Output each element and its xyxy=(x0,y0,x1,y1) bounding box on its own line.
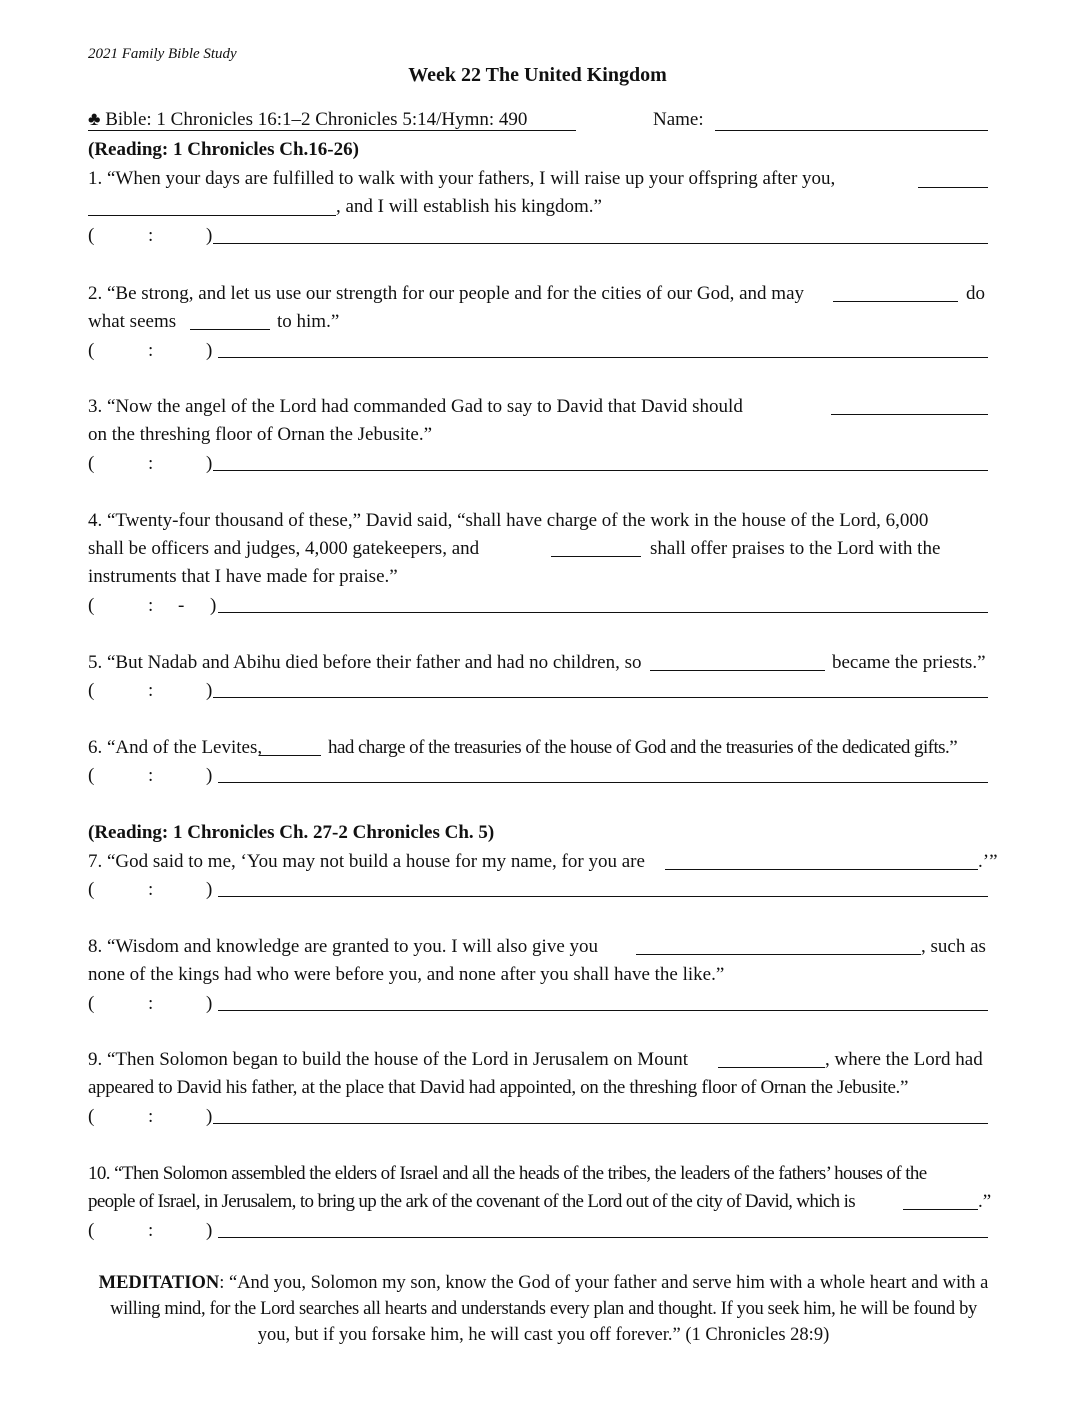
q2-line1-end: do xyxy=(966,283,985,304)
page-title: Week 22 The United Kingdom xyxy=(408,64,667,86)
bible-reference: ♣ Bible: 1 Chronicles 16:1–2 Chronicles 5:14/Hymn: 490 xyxy=(88,109,528,130)
q7-line1-end: .’” xyxy=(978,851,998,872)
q8-line1-start: 8. “Wisdom and knowledge are granted to you. I will also give you xyxy=(88,936,599,957)
q2-reference-field[interactable] xyxy=(218,357,988,358)
q9-reference xyxy=(88,1105,218,1129)
ref-close: ) xyxy=(206,879,213,900)
q8-reference xyxy=(88,992,218,1016)
q2-answer-blank-a[interactable] xyxy=(833,301,958,302)
ref-open: ( xyxy=(88,879,95,900)
q5-line1-start: 5. “But Nadab and Abihu died before their father and had no children, so xyxy=(88,652,642,673)
bible-reference-line xyxy=(88,108,527,132)
ref-colon: : xyxy=(148,765,154,786)
ref-open: ( xyxy=(88,1220,95,1241)
q5-line1-end: became the priests.” xyxy=(832,652,986,673)
q7-answer-blank[interactable] xyxy=(665,869,978,870)
q1-reference-field[interactable] xyxy=(213,243,988,244)
q9-line1-start: 9. “Then Solomon began to build the house of the Lord in Jerusalem on Mount xyxy=(88,1049,688,1070)
ref-open: ( xyxy=(88,453,95,474)
name-field[interactable] xyxy=(715,130,988,131)
meditation-label: MEDITATION xyxy=(98,1273,220,1293)
q10-line1: 10. “Then Solomon assembled the elders of Israel and all the heads of the tribes, the leaders of the fathers’ houses of the xyxy=(88,1163,927,1184)
q3-reference xyxy=(88,452,218,476)
ref-open: ( xyxy=(88,993,95,1014)
q10-line2-start: people of Israel, in Jerusalem, to bring up the ark of the covenant of the Lord out of the city of David, which is xyxy=(88,1191,855,1212)
q5-reference xyxy=(88,679,218,703)
q8-reference-field[interactable] xyxy=(218,1010,988,1011)
q10-line2-end: .” xyxy=(978,1191,992,1212)
ref-colon: : xyxy=(148,993,154,1014)
q5-answer-blank[interactable] xyxy=(650,670,825,671)
ref-close: ) xyxy=(206,225,213,246)
ref-dash: - xyxy=(178,595,185,616)
meditation-line3: you, but if you forsake him, he will cast you off forever.” (1 Chronicles 28:9) xyxy=(257,1325,830,1345)
q7-reference xyxy=(88,878,218,902)
section-heading-2: (Reading: 1 Chronicles Ch. 27-2 Chronicles Ch. 5) xyxy=(88,822,495,843)
ref-colon: : xyxy=(148,1106,154,1127)
ref-close: ) xyxy=(206,765,213,786)
meditation-block xyxy=(76,1270,1011,1348)
q4-reference xyxy=(88,594,223,618)
ref-open: ( xyxy=(88,765,95,786)
name-label: Name: xyxy=(653,109,704,130)
q3-line2: on the threshing floor of Ornan the Jebusite.” xyxy=(88,424,433,445)
q9-line2: appeared to David his father, at the place that David had appointed, on the threshing floor of Ornan the Jebusite.” xyxy=(88,1077,909,1098)
q2-reference xyxy=(88,339,218,363)
q9-reference-field[interactable] xyxy=(213,1123,988,1124)
meditation-line2: willing mind, for the Lord searches all hearts and understands every plan and thought. If you seek him, he will be found by xyxy=(110,1299,977,1319)
q1-answer-blank-b[interactable] xyxy=(88,215,336,216)
ref-colon: : xyxy=(148,879,154,900)
q7-reference-field[interactable] xyxy=(218,896,988,897)
ref-open: ( xyxy=(88,1106,95,1127)
ref-close: ) xyxy=(206,993,213,1014)
q3-line1: 3. “Now the angel of the Lord had commanded Gad to say to David that David should xyxy=(88,396,743,417)
ref-open: ( xyxy=(88,340,95,361)
ref-close: ) xyxy=(210,595,217,616)
q10-reference xyxy=(88,1219,218,1243)
q4-line3: instruments that I have made for praise.” xyxy=(88,566,398,587)
ref-colon: : xyxy=(148,453,154,474)
ref-close: ) xyxy=(206,1106,213,1127)
meditation-line1 xyxy=(76,1270,1011,1296)
q4-line1: 4. “Twenty-four thousand of these,” David said, “shall have charge of the work in the house of the Lord, 6,000 xyxy=(88,510,929,531)
q6-reference xyxy=(88,764,218,788)
q2-line1: 2. “Be strong, and let us use our strength for our people and for the cities of our God, and may xyxy=(88,283,805,304)
ref-colon: : xyxy=(148,595,154,616)
q3-reference-field[interactable] xyxy=(213,470,988,471)
q5-reference-field[interactable] xyxy=(213,697,988,698)
q8-line2: none of the kings had who were before you, and none after you shall have the like.” xyxy=(88,964,725,985)
q6-line1-start: 6. “And of the Levites, xyxy=(88,737,263,758)
q2-line2-start: what seems xyxy=(88,311,177,332)
q2-line2-end: to him.” xyxy=(277,311,340,332)
q1-line2: , and I will establish his kingdom.” xyxy=(336,196,602,217)
q8-line1-end: , such as xyxy=(921,936,986,957)
q4-reference-field[interactable] xyxy=(218,612,988,613)
q7-line1-start: 7. “God said to me, ‘You may not build a house for my name, for you are xyxy=(88,851,645,872)
ref-colon: : xyxy=(148,225,154,246)
ref-close: ) xyxy=(206,340,213,361)
ref-close: ) xyxy=(206,680,213,701)
q9-line1-end: , where the Lord had xyxy=(825,1049,983,1070)
q9-answer-blank[interactable] xyxy=(718,1067,825,1068)
q2-answer-blank-b[interactable] xyxy=(190,329,270,330)
q1-line1: 1. “When your days are fulfilled to walk with your fathers, I will raise up your offspring after you, xyxy=(88,168,836,189)
q6-answer-blank[interactable] xyxy=(259,755,321,756)
q6-line1-end: had charge of the treasuries of the house of God and the treasuries of the dedicated gifts.” xyxy=(328,737,958,758)
meditation-text-1: : “And you, Solomon my son, know the God of your father and serve him with a whole heart and with a xyxy=(219,1273,989,1293)
bible-underline xyxy=(88,130,576,131)
q4-line2-start: shall be officers and judges, 4,000 gatekeepers, and xyxy=(88,538,480,559)
ref-open: ( xyxy=(88,680,95,701)
q3-answer-blank[interactable] xyxy=(831,414,988,415)
ref-open: ( xyxy=(88,225,95,246)
ref-close: ) xyxy=(206,1220,213,1241)
q10-answer-blank[interactable] xyxy=(903,1209,978,1210)
q8-answer-blank[interactable] xyxy=(636,954,921,955)
ref-colon: : xyxy=(148,1220,154,1241)
q1-answer-blank-a[interactable] xyxy=(918,187,988,188)
q10-reference-field[interactable] xyxy=(218,1237,988,1238)
ref-colon: : xyxy=(148,680,154,701)
ref-close: ) xyxy=(206,453,213,474)
q6-reference-field[interactable] xyxy=(218,782,988,783)
ref-colon: : xyxy=(148,340,154,361)
study-label: 2021 Family Bible Study xyxy=(88,46,237,62)
q1-reference xyxy=(88,224,218,248)
ref-open: ( xyxy=(88,595,95,616)
q4-answer-blank[interactable] xyxy=(551,556,641,557)
q4-line2-end: shall offer praises to the Lord with the xyxy=(650,538,941,559)
section-heading-1: (Reading: 1 Chronicles Ch.16-26) xyxy=(88,139,359,160)
